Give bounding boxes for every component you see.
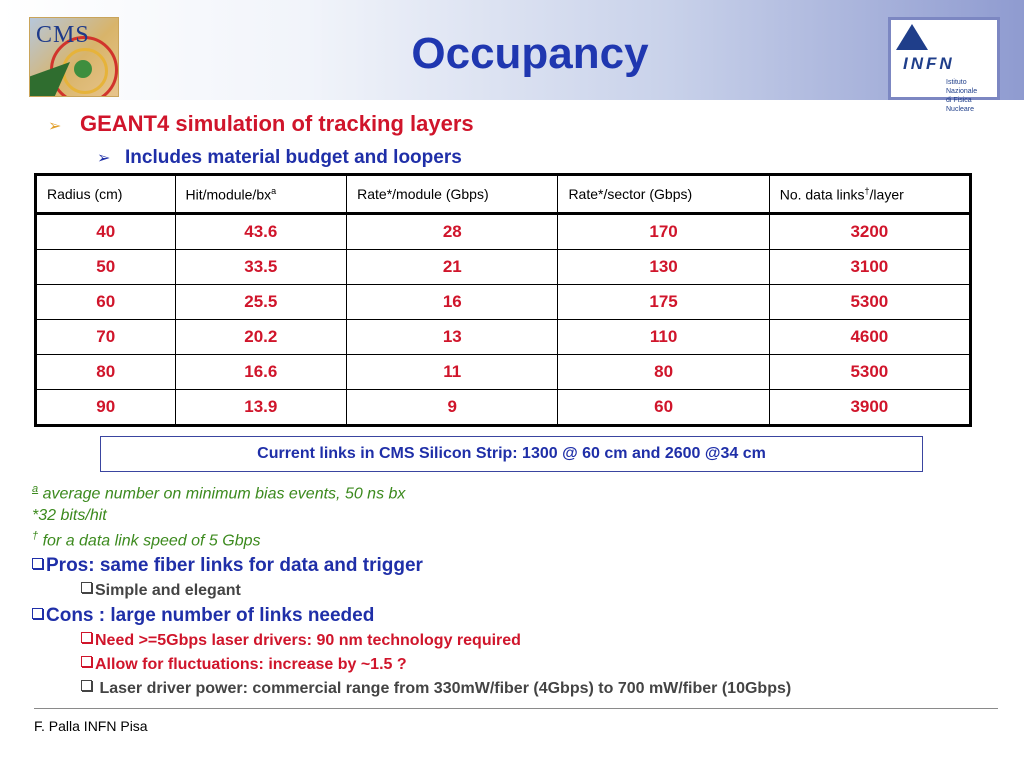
infn-logo-text: INFN xyxy=(903,54,955,73)
cons-item: Cons : large number of links needed xyxy=(32,605,374,627)
checkbox-bullet-icon xyxy=(81,680,92,691)
header-hit: Hit/$module/bx^a$ xyxy=(175,175,347,214)
arrow-bullet-icon: ➢ xyxy=(48,118,62,135)
infn-logo-subtitle: Istituto Nazionale di Fisica Nucleare xyxy=(946,79,978,113)
cell-rate-module: 9 xyxy=(347,390,558,426)
bullet-sub-text: Includes material budget and loopers xyxy=(125,147,462,168)
header-rate-module: Rate*/module (Gbps) xyxy=(347,175,558,214)
cell-rate-sector: 60 xyxy=(558,390,769,426)
bullet-main-text: GEANT4 simulation of tracking layers xyxy=(80,111,474,136)
footnote-a-mark: a xyxy=(32,483,39,495)
cell-hit: 16.6 xyxy=(175,355,347,390)
table-row xyxy=(36,320,971,355)
table-row xyxy=(36,250,971,285)
cons-subitem: Allow for fluctuations: increase by ~1.5 ? xyxy=(81,656,407,674)
cell-hit: 20.2 xyxy=(175,320,347,355)
cell-links: 5300 xyxy=(769,285,970,320)
cell-radius: 80 xyxy=(36,355,176,390)
table-row xyxy=(36,214,971,250)
cms-logo xyxy=(29,17,119,97)
cell-radius: 70 xyxy=(36,320,176,355)
bullet-main xyxy=(48,111,474,137)
cell-rate-sector: 130 xyxy=(558,250,769,285)
page-title: Occupancy xyxy=(411,29,649,78)
cell-links: 5300 xyxy=(769,355,970,390)
cell-radius: 50 xyxy=(36,250,176,285)
cell-radius: 40 xyxy=(36,214,176,250)
checkbox-bullet-icon xyxy=(81,656,92,667)
footnote-bits: *32 bits/hit xyxy=(32,507,107,524)
bullet-sub xyxy=(97,147,462,169)
header-links: No. data links†/layer xyxy=(769,175,970,214)
cell-hit: 25.5 xyxy=(175,285,347,320)
checkbox-bullet-icon xyxy=(32,608,43,619)
header-rate-sector: Rate*/sector (Gbps) xyxy=(558,175,769,214)
footer-author: F. Palla INFN Pisa xyxy=(34,718,148,734)
slide-header xyxy=(0,0,1024,113)
cell-rate-module: 11 xyxy=(347,355,558,390)
header-radius: Radius (cm) xyxy=(36,175,176,214)
cell-rate-module: 16 xyxy=(347,285,558,320)
pros-subitem: Simple and elegant xyxy=(81,582,241,600)
cell-rate-sector: 110 xyxy=(558,320,769,355)
cell-rate-module: 13 xyxy=(347,320,558,355)
cell-links: 3200 xyxy=(769,214,970,250)
checkbox-bullet-icon xyxy=(81,632,92,643)
cons-subitem: Need >=5Gbps laser drivers: 90 nm technology required xyxy=(81,632,521,650)
footnote-a: $^a$ average number on minimum bias events, 50 ns bx xyxy=(32,483,406,503)
cell-rate-sector: 170 xyxy=(558,214,769,250)
cell-rate-module: 28 xyxy=(347,214,558,250)
checkbox-bullet-icon xyxy=(32,558,43,569)
cell-rate-sector: 80 xyxy=(558,355,769,390)
arrow-bullet-icon: ➢ xyxy=(97,150,111,167)
footnote-dagger: † for a data link speed of 5 Gbps xyxy=(32,530,261,550)
cell-hit: 33.5 xyxy=(175,250,347,285)
table-row xyxy=(36,390,971,426)
cell-links: 3900 xyxy=(769,390,970,426)
cell-radius: 60 xyxy=(36,285,176,320)
cell-links: 4600 xyxy=(769,320,970,355)
cell-radius: 90 xyxy=(36,390,176,426)
footnote-dagger-mark: † xyxy=(32,530,39,542)
table-row xyxy=(36,285,971,320)
occupancy-table xyxy=(34,173,972,427)
table-row xyxy=(36,355,971,390)
cell-rate-module: 21 xyxy=(347,250,558,285)
cell-hit: 13.9 xyxy=(175,390,347,426)
table-header-row xyxy=(36,175,971,214)
infn-logo xyxy=(888,17,1000,113)
footer-divider xyxy=(34,708,998,709)
cons-subitem: Laser driver power: commercial range from 330mW/fiber (4Gbps) to 700 mW/fiber (10Gbps) xyxy=(81,680,791,698)
cms-logo-text: CMS xyxy=(36,22,90,48)
cell-hit: 43.6 xyxy=(175,214,347,250)
cell-rate-sector: 175 xyxy=(558,285,769,320)
checkbox-bullet-icon xyxy=(81,582,92,593)
pros-item: Pros: same fiber links for data and trigger xyxy=(32,555,423,577)
current-links-box: Current links in CMS Silicon Strip: 1300 @ 60 cm and 2600 @34 cm xyxy=(100,436,923,472)
cell-links: 3100 xyxy=(769,250,970,285)
